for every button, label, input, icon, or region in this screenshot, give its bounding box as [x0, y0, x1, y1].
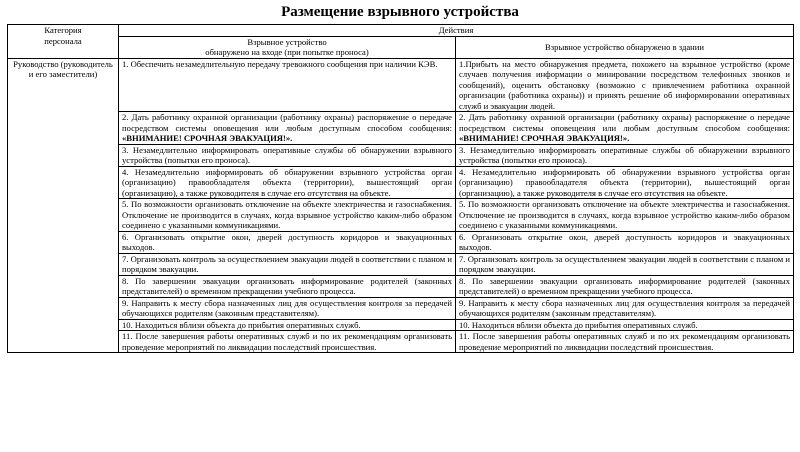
entrance-step [119, 319, 456, 331]
building-step [456, 58, 794, 112]
personnel-category: Руководство (руководитель и его заместители) [8, 58, 119, 353]
building-step-text: 6. Организовать открытие окон, дверей доступность коридоров и эвакуационных выходов. [459, 231, 790, 252]
building-step-text: 9. Направить к месту сбора назначенных лиц для осуществления контроля за передачей обучающихся родителям (законным представителям). [459, 297, 790, 318]
building-step [456, 112, 794, 145]
entrance-step [119, 199, 456, 232]
entrance-step-text: 3. Незамедлительно информировать оперативные службы об обнаружении взрывного устройства (попытки его проноса). [122, 144, 452, 165]
building-step-text: 7. Организовать контроль за осуществлением эвакуации людей в соответствии с планом и порядком эвакуации. [459, 253, 790, 274]
building-step [456, 331, 794, 353]
document-title: Размещение взрывного устройства [281, 4, 519, 20]
entrance-step [119, 231, 456, 253]
entrance-header: Взрывное устройство обнаружено на входе (при попытке проноса) [119, 36, 456, 58]
entrance-step-text: 5. По возможности организовать отключение на объекте электричества и газоснабжения. Отключение не производится в случаях, когда взрывное устройство каким-либо образом соединено с указанными коммуникациями. [122, 199, 452, 230]
building-warning-message: «ВНИМАНИЕ! СРОЧНАЯ ЭВАКУАЦИЯ!». [459, 133, 630, 143]
table-row [8, 58, 794, 112]
building-step-text: 3. Незамедлительно информировать оперативные службы об обнаружении взрывного устройства (попытки его проноса). [459, 144, 790, 165]
entrance-step [119, 297, 456, 319]
table-row [8, 253, 794, 275]
building-step [456, 231, 794, 253]
table-row [8, 144, 794, 166]
building-step [456, 275, 794, 297]
building-step [456, 297, 794, 319]
header-row [8, 25, 794, 37]
building-step [456, 253, 794, 275]
entrance-step-text: 9. Направить к месту сбора назначенных лиц для осуществления контроля за передачей обучающихся родителям (законным представителям). [122, 297, 452, 318]
building-step [456, 199, 794, 232]
building-step-text: 1.Прибыть на место обнаружения предмета, похожего на взрывное устройство (кроме случаев получения информации о минировании посредством телефонных звонков и сообщений), оценить обстановку (возможно с привлечением работника охранной организации (работника охраны)) и принять решение об информировании оперативных служб и эвакуации людей. [459, 58, 790, 111]
table-row [8, 112, 794, 145]
category-header: Категория персонала [8, 25, 119, 59]
entrance-step-text: 10. Находиться вблизи объекта до прибытия оперативных служб. [122, 319, 361, 330]
table-row [8, 199, 794, 232]
actions-table [7, 24, 794, 353]
entrance-step-text: 11. После завершения работы оперативных служб и по их рекомендациям организовать проведение мероприятий по ликвидации последствий происшествия. [122, 331, 452, 352]
subheader-row [8, 36, 794, 58]
entrance-step [119, 275, 456, 297]
entrance-step-text: 4. Незамедлительно информировать об обнаружении взрывного устройства орган (организацию) правообладателя объекта (территории), вышестоящий орган (организацию), а также руководителя в случае его отсутствия на объекте. [122, 166, 452, 198]
building-step-text: 2. Дать работнику охранной организации (работнику охраны) распоряжение о передаче посредством системы оповещения или любым доступным способом сообщения: [459, 112, 790, 133]
entrance-step-text: 8. По завершении эвакуации организовать информирование родителей (законных представителей) о временном прекращении учебного процесса. [122, 275, 452, 296]
entrance-step [119, 166, 456, 199]
building-step [456, 319, 794, 331]
entrance-step [119, 253, 456, 275]
building-step [456, 166, 794, 199]
entrance-step-text: 6. Организовать открытие окон, дверей доступность коридоров и эвакуационных выходов. [122, 231, 452, 252]
entrance-step-text: 1. Обеспечить незамедлительную передачу тревожного сообщения при наличии КЭВ. [122, 58, 438, 69]
table-row [8, 319, 794, 331]
entrance-step-text: 7. Организовать контроль за осуществлением эвакуации людей в соответствии с планом и порядком эвакуации. [122, 253, 452, 274]
entrance-step [119, 112, 456, 145]
entrance-step [119, 58, 456, 112]
actions-header: Действия [119, 25, 794, 37]
entrance-step [119, 331, 456, 353]
building-step-text: 4. Незамедлительно информировать об обнаружении взрывного устройства орган (организацию) правообладателя объекта (территории), вышестоящий орган (организацию), а также руководителя в случае его отсутствия на объекте. [459, 166, 790, 198]
entrance-step-text: 2. Дать работнику охранной организации (работнику охраны) распоряжение о передаче посредством системы оповещения или любым доступным способом сообщения: [122, 112, 452, 133]
building-header: Взрывное устройство обнаружено в здании [456, 36, 794, 58]
table-row [8, 331, 794, 353]
building-step [456, 144, 794, 166]
building-step-text: 11. После завершения работы оперативных служб и по их рекомендациям организовать проведение мероприятий по ликвидации последствий происшествия. [459, 331, 790, 352]
building-step-text: 5. По возможности организовать отключение на объекте электричества и газоснабжения. Отключение не производится в случаях, когда взрывное устройство каким-либо образом соединено с указанными коммуникациями. [459, 199, 790, 230]
table-row [8, 231, 794, 253]
building-step-text: 10. Находиться вблизи объекта до прибытия оперативных служб. [459, 319, 698, 330]
table-row [8, 275, 794, 297]
table-row [8, 166, 794, 199]
entrance-step [119, 144, 456, 166]
table-row [8, 297, 794, 319]
entrance-warning-message: «ВНИМАНИЕ! СРОЧНАЯ ЭВАКУАЦИЯ!». [122, 133, 293, 143]
building-step-text: 8. По завершении эвакуации организовать информирование родителей (законных представителей) о временном прекращении учебного процесса. [459, 275, 790, 296]
